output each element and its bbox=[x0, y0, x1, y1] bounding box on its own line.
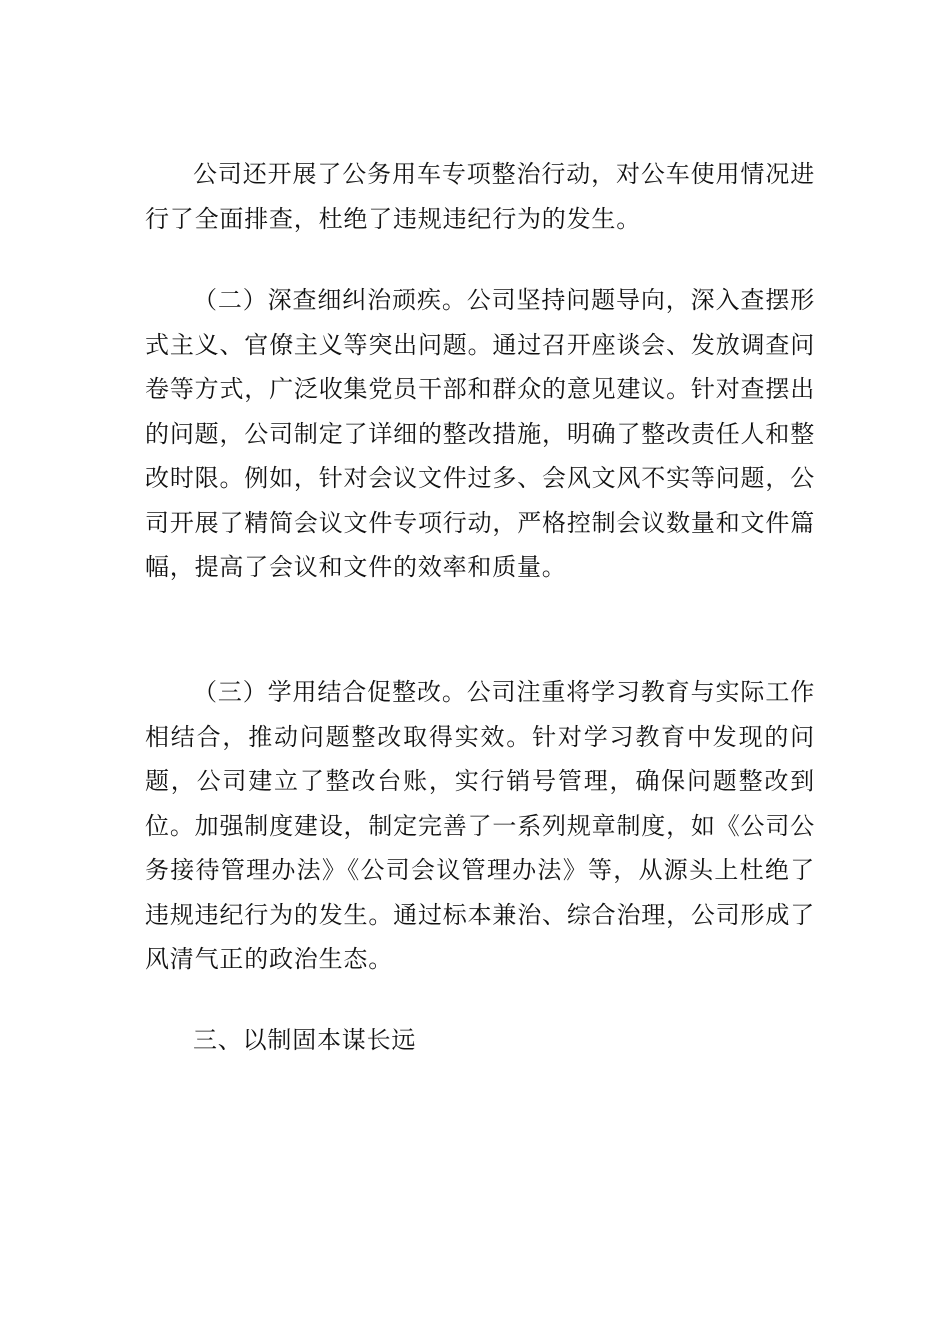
section-heading-three: 三、以制固本谋长远 bbox=[193, 1026, 417, 1054]
paragraph-section-three: （三）学用结合促整改。公司注重将学习教育与实际工作相结合，推动问题整改取得实效。针对学习教育中发现的问题，公司建立了整改台账，实行销号管理，确保问题整改到位。加强制度建设，制定完善了一系列规章制度，如《公司公务接待管理办法》《公司会议管理办法》等，从源头上杜绝了违规违纪行为的发生。通过标本兼治、综合治理，公司形成了风清气正的政治生态。 bbox=[145, 678, 815, 973]
paragraph-section-two: （二）深查细纠治顽疾。公司坚持问题导向，深入查摆形式主义、官僚主义等突出问题。通过召开座谈会、发放调查问卷等方式，广泛收集党员干部和群众的意见建议。针对查摆出的问题，公司制定了详细的整改措施，明确了整改责任人和整改时限。例如，针对会议文件过多、会风文风不实等问题，公司开展了精简会议文件专项行动，严格控制会议数量和文件篇幅，提高了会议和文件的效率和质量。 bbox=[145, 286, 815, 581]
paragraph-vehicle-rectification: 公司还开展了公务用车专项整治行动，对公车使用情况进行了全面排查，杜绝了违规违纪行为的发生。 bbox=[145, 160, 815, 233]
